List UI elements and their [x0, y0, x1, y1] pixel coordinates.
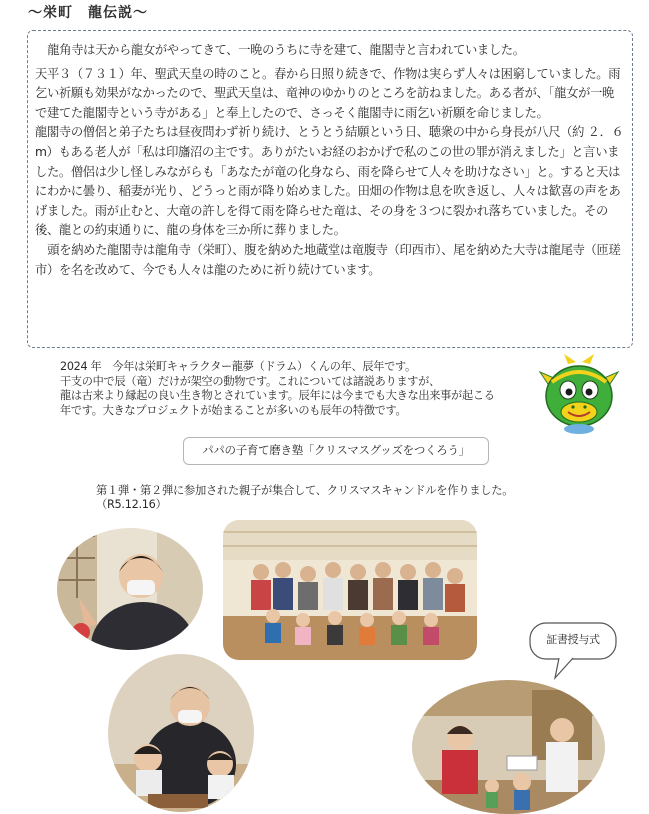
story-paragraph-3: 頭を納めた龍閣寺は龍角寺（栄町）、腹を納めた地蔵堂は竜腹寺（印西市）、尾を納めた大寺は龍尾寺（匝瑳市）を名を改めて、今でも人々は龍のために祈り続けています。 — [35, 242, 621, 277]
photo-father-child — [57, 528, 203, 650]
dragon-mascot-icon — [538, 354, 620, 436]
year-note-line: 年です。大きなプロジェクトが始まることが多いのも辰年の特徴です。 — [60, 403, 407, 417]
photo-certificate-ceremony — [412, 680, 605, 814]
year-note-line: 龍は古来より縁起の良い生き物とされています。辰年には今までも大きな出来事が起こる — [60, 389, 495, 403]
event-date: （R5.12.16） — [96, 498, 167, 511]
ceremony-callout — [529, 622, 629, 680]
event-title-box: パパの子育て磨き塾「クリスマスグッズをつくろう」 — [183, 437, 489, 465]
story-paragraph-2: 龍閣寺の僧侶と弟子たちは昼夜問わず祈り続け、とうとう結願という日、聴衆の中から身長が八尺（約 ２．６m）もある老人が「私は印旛沼の主です。ありがたいお経のおかげで私のこの世の罪が消えました」と言いました。僧侶は少し怪しみながらも「あなたが竜の化身なら、雨を降らせて人々を助けなさい」と。すると天はにわかに曇り、稲妻が光り、どうっと雨が降り始めました。田畑の作物は息を吹き返し、人々は歓喜の声をあげました。雨が止むと、大竜の許しを得て雨を降らせた竜は、その身を３つに裂かれ落ちていました。その後、龍との約束通りに、龍の身体を三か所に葬りました。 — [35, 125, 624, 238]
year-note-line: 干支の中で辰（竜）だけが架空の動物です。これについては諸説ありますが、 — [60, 374, 440, 388]
year-note-line: 2024 年 今年は栄町キャラクター龍夢（ドラム）くんの年、辰年です。 — [60, 360, 416, 373]
photo-group-parents-children — [223, 520, 477, 660]
dragon-year-note — [60, 360, 530, 418]
story-lead: 龍角寺は天から龍女がやってきて、一晩のうちに寺を建て、龍閣寺と言われていました。 — [47, 43, 525, 57]
story-paragraph-1: 天平３（７３１）年、聖武天皇の時のこと。春から日照り続きで、作物は実らず人々は困窮していました。雨乞い祈願も効果がなかったので、聖武天皇は、竜神のゆかりのところを訪ねました。ある者が、「龍女が一晩で建てた龍閣寺という寺がある」と奉上したので、さっそく龍閣寺に雨乞い祈願を命じました。 — [35, 66, 621, 120]
legend-story-box — [27, 30, 633, 348]
ceremony-callout-label: 証書授与式 — [546, 633, 600, 646]
photo-candle-crafting — [108, 654, 254, 812]
event-description — [96, 484, 616, 512]
event-description-text: 第１弾・第２弾に参加された親子が集合して、クリスマスキャンドルを作りました。 — [96, 484, 514, 497]
section-heading: ～栄町 龍伝説～ — [28, 5, 148, 21]
